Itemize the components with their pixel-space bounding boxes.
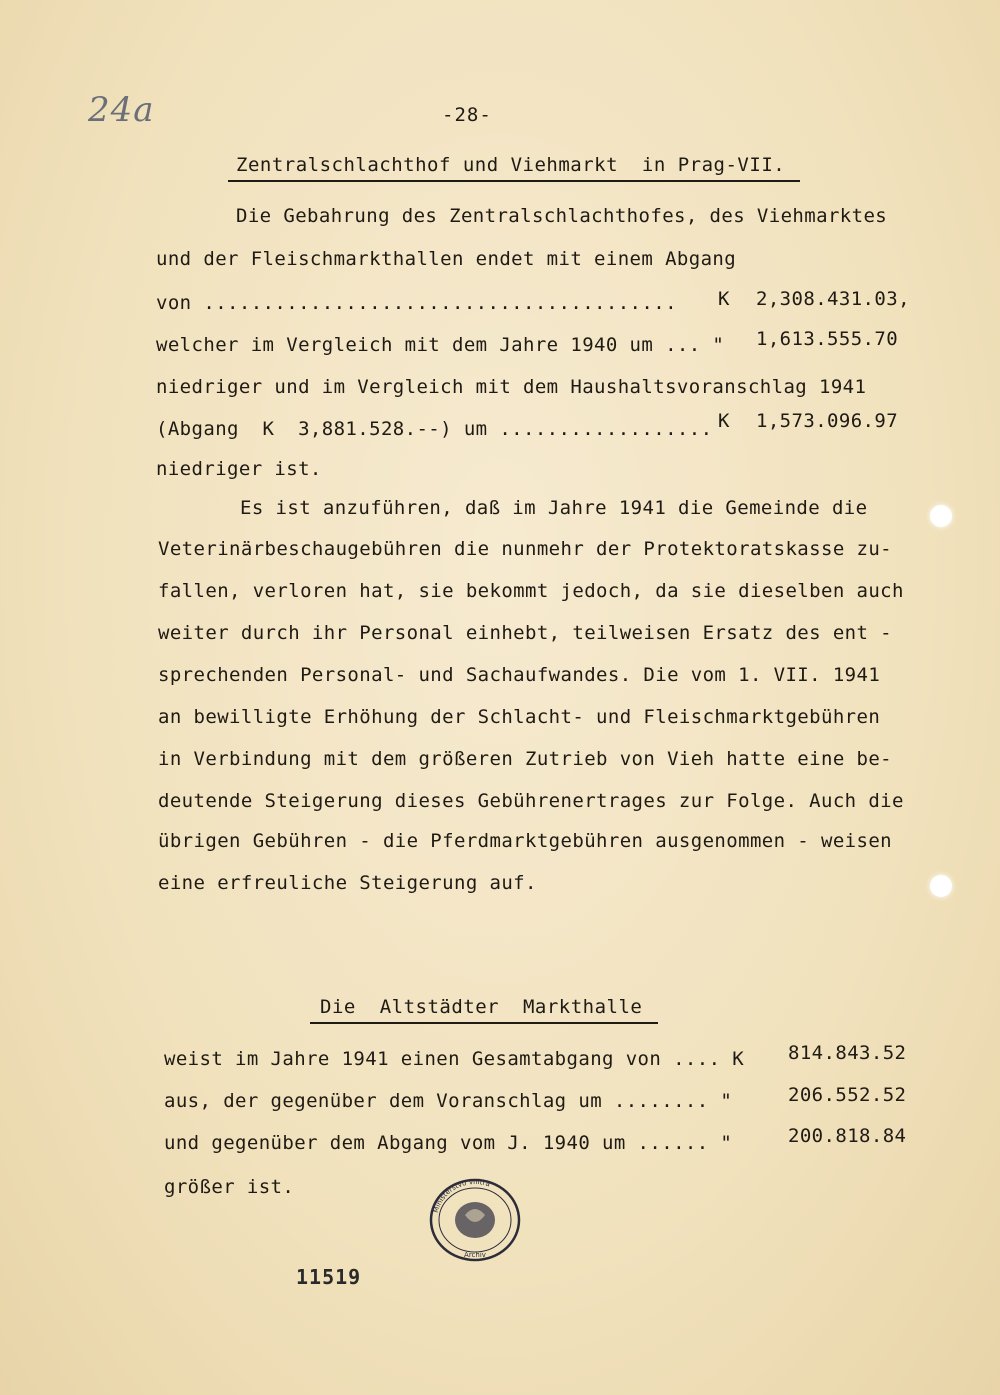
archive-number: 11519 [296, 1265, 362, 1289]
amount-prefix: K [718, 288, 730, 310]
amount-prefix: K [718, 410, 730, 432]
text-line: (Abgang K 3,881.528.--) um .................. [156, 418, 713, 440]
text-line: Die Gebahrung des Zentralschlachthofes, des Viehmarktes [236, 205, 888, 227]
amount-value: 1,613.555.70 [756, 328, 899, 350]
section2-heading-underline [310, 1022, 658, 1024]
section1-heading-underline [228, 180, 800, 182]
text-line: aus, der gegenüber dem Voranschlag um ........ " [164, 1090, 733, 1112]
archive-stamp [425, 1175, 525, 1265]
text-line: von ........................................ [156, 292, 677, 314]
text-line: in Verbindung mit dem größeren Zutrieb von Vieh hatte eine be- [158, 748, 893, 770]
text-line: weist im Jahre 1941 einen Gesamtabgang von .... K [164, 1048, 745, 1070]
text-line: übrigen Gebühren - die Pferdmarktgebühren ausgenommen - weisen [158, 830, 893, 852]
amount-value: 2,308.431.03, [756, 288, 910, 310]
text-line: und der Fleischmarkthallen endet mit einem Abgang [156, 248, 737, 270]
text-line: Veterinärbeschaugebühren die nunmehr der Protektoratskasse zu- [158, 538, 893, 560]
punch-hole [930, 875, 952, 897]
text-line: deutende Steigerung dieses Gebührenertrages zur Folge. Auch die [158, 790, 904, 812]
amount-value: 206.552.52 [788, 1084, 907, 1106]
text-line: sprechenden Personal- und Sachaufwandes. Die vom 1. VII. 1941 [158, 664, 881, 686]
section1-heading: Zentralschlachthof und Viehmarkt in Prag-VII. [236, 154, 786, 176]
amount-value: 814.843.52 [788, 1042, 907, 1064]
section2-heading: Die Altstädter Markthalle [320, 996, 643, 1018]
text-line: fallen, verloren hat, sie bekommt jedoch, da sie dieselben auch [158, 580, 904, 602]
text-line: niedriger und im Vergleich mit dem Haushaltsvoranschlag 1941 [156, 376, 867, 398]
text-line: und gegenüber dem Abgang vom J. 1940 um ...... " [164, 1132, 733, 1154]
text-line: weiter durch ihr Personal einhebt, teilweisen Ersatz des ent - [158, 622, 893, 644]
text-line: niedriger ist. [156, 458, 322, 480]
page-number: -28- [442, 104, 492, 126]
text-line: an bewilligte Erhöhung der Schlacht- und Fleischmarktgebühren [158, 706, 881, 728]
text-line: größer ist. [164, 1176, 295, 1198]
text-line: welcher im Vergleich mit dem Jahre 1940 um ... " [156, 334, 725, 356]
text-line: Es ist anzuführen, daß im Jahre 1941 die Gemeinde die [240, 497, 868, 519]
amount-value: 200.818.84 [788, 1125, 907, 1147]
punch-hole [930, 505, 952, 527]
text-line: eine erfreuliche Steigerung auf. [158, 872, 537, 894]
amount-value: 1,573.096.97 [756, 410, 899, 432]
handwritten-reference: 24a [88, 90, 155, 130]
svg-text:Ministerstvo vnitra: Ministerstvo vnitra [431, 1177, 492, 1214]
svg-text:Archiv: Archiv [464, 1251, 486, 1259]
